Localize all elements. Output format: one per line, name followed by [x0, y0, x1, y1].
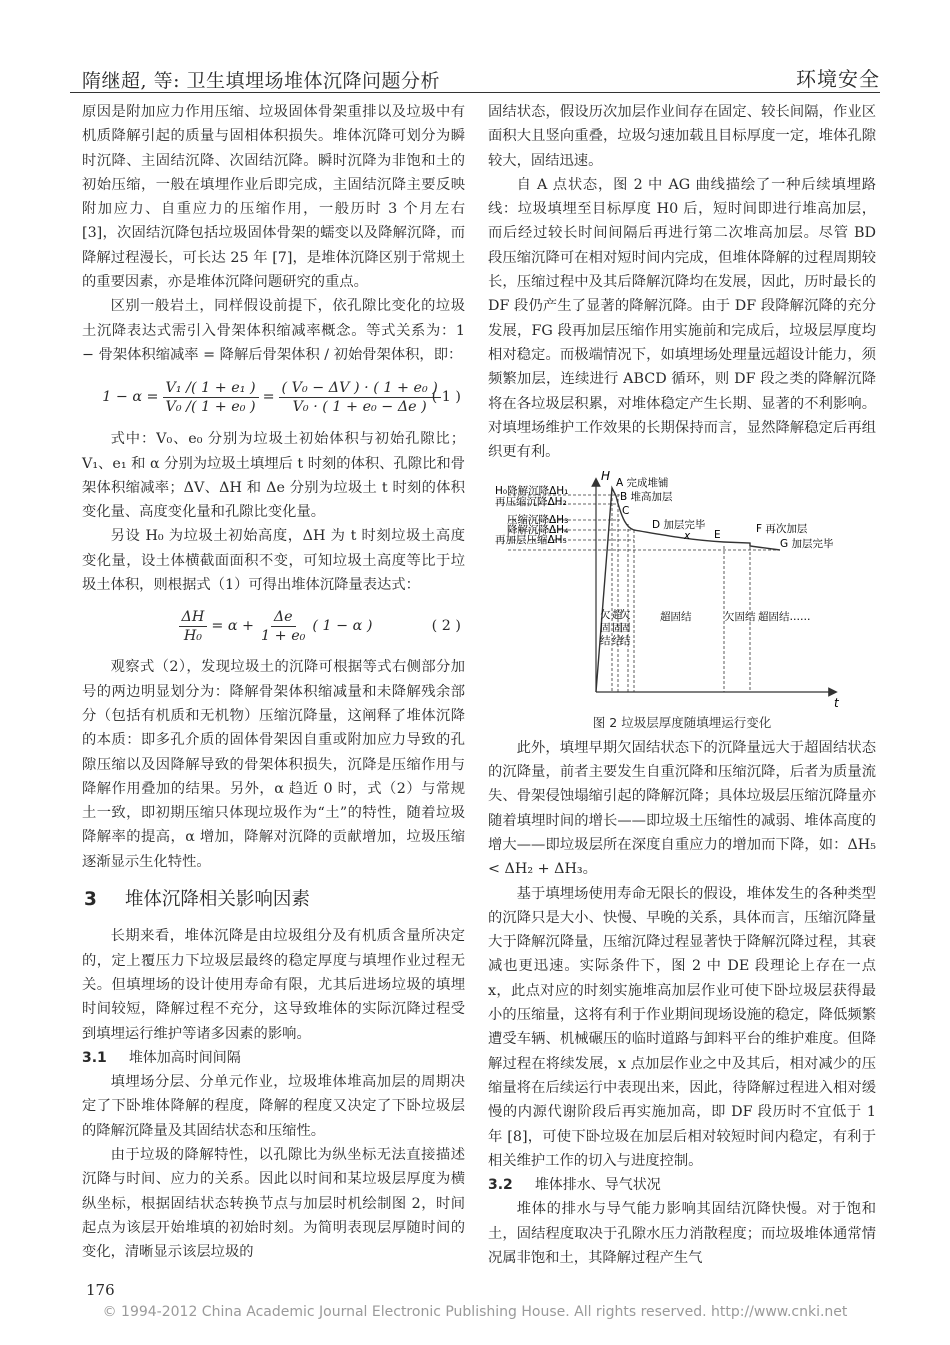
label-reload-dh5: 再加层压缩ΔH₅: [495, 534, 567, 547]
subsection-heading: [82, 1046, 465, 1070]
eq2-f2-den: 1 + e₀: [261, 627, 306, 644]
label-deg-dh4: 降解沉降ΔH₄: [507, 524, 569, 537]
zone-super-2: 超固结: [660, 611, 692, 624]
right-column: [488, 100, 876, 1270]
eq2-number: ( 2 ): [431, 618, 461, 635]
eq1-lhs: 1 − α =: [102, 389, 159, 406]
point-d: D 加层完毕: [652, 519, 706, 532]
eq1-fraction-1: [163, 379, 259, 416]
paragraph: 区别一般岩土，同样假设前提下，依孔隙比变化的垃圾土沉降表达式需引入骨架体积缩减率概念。等式关系为：1 − 骨架体积缩减率 = 降解后骨架体积 / 初始骨架体积，即：: [82, 298, 465, 363]
label-h0-deg: H₀降解沉降ΔH₁: [495, 485, 569, 498]
zone-under-1: 欠固结: [600, 609, 611, 648]
y-axis-label: H: [601, 469, 611, 484]
paragraph: 填埋场分层、分单元作业，垃圾堆体堆高加层的周期决定了下卧堆体降解的程度，降解的程度又决定了下卧垃圾层的降解沉降量及其固结状态和压缩性。: [82, 1074, 465, 1139]
eq2-fraction-1: [179, 608, 208, 645]
section-number: 3: [84, 889, 97, 911]
label-reload-dh2: 再压缩沉降ΔH₂: [495, 496, 567, 509]
paragraph: 式中：V₀、e₀ 分别为垃圾土初始体积与初始孔隙比；V₁、e₁ 和 α 分别为垃圾土填埋后 t 时刻的体积、孔隙比和骨架体积缩减率；ΔV、ΔH 和 Δe 分别为垃圾土 t 时刻的体积变化量、高度变化量和孔隙比变化量。: [82, 431, 465, 521]
eq1-fraction-2: [279, 379, 441, 416]
eq2-f2-num: Δe: [271, 608, 296, 627]
paragraph: 长期来看，堆体沉降是由垃圾组分及有机质含量所决定的，定上覆压力下垃圾层最终的稳定厚度与填埋作业过程无关。但填埋场的设计使用寿命有限，尤其后进场垃圾的填埋时间较短，降解过程不充分，这导致堆体的实际沉降过程受到填埋运行维护等诸多因素的影响。: [82, 928, 465, 1042]
running-header-title: 隋继超, 等: 卫生填埋场堆体沉降问题分析: [82, 70, 441, 92]
section-heading: [84, 888, 465, 912]
x-axis-label: t: [834, 696, 839, 710]
point-c: C: [622, 505, 630, 518]
settlement-diagram: [488, 464, 876, 709]
paragraph: 自 A 点状态，图 2 中 AG 曲线描绘了一种后续填埋路线：垃圾填埋至目标厚度 H0 后，短时间即进行堆高加层，而后经过较长时间间隔后再进行第二次堆高加层。尽管 BD 段压缩沉降可在相对短时间内完成，但堆体降解的过程周期较长，压缩过程中及其后降解沉降均在发展，因此，历时最长的 DF 段仍产生了显著的降解沉降。由于 DF 段降解沉降的充分发展，FG 段再加层压缩作用实施前和完成后，垃圾层厚度均相对稳定。而极端情况下，如填埋场处理量远超设计能力，须频繁加层，连续进行 ABCD 循环，则 DF 段之类的降解沉降将在各垃圾层积累，对堆体稳定产生长期、显著的不利影响。对填埋场维护工作效果的长期保持而言，显然降解稳定后再组织更有利。: [488, 176, 876, 461]
eq2-f1-num: ΔH: [179, 608, 208, 627]
point-g: G 加层完毕: [780, 538, 834, 551]
zone-under-3: 欠固结: [724, 611, 756, 624]
eq2-f1-den: H₀: [183, 627, 203, 644]
eq2-fraction-2: [258, 608, 308, 645]
paragraph: 另设 H₀ 为垃圾土初始高度，ΔH 为 t 时刻垃圾土高度变化量，设土体横截面面积不变，可知垃圾土高度等比于垃圾土体积，则根据式（1）可得出堆体沉降量表达式：: [82, 528, 465, 594]
paragraph: 基于填埋场使用寿命无限长的假设，堆体发生的各种类型的沉降只是大小、快慢、早晚的关系，具体而言，压缩沉降量大于降解沉降量，压缩沉降过程显著快于降解沉降过程，其衰减也更迅速。实际条件下，图 2 中 DE 段理论上存在一点 x，此点对应的时刻实施堆高加层作业可使下卧垃圾层获得最小的压缩量，这将有利于作业期间现场设施的稳定，降低频繁遭受车辆、机械碾压的临时道路与卸料平台的维护难度。但降解过程在将续发展，x 点加层作业之中及其后，相对减少的压缩量将在后续运行中表现出来，因此，待降解过程进入相对缓慢的内源代谢阶段后再实施加高，即 DF 段历时不宜低于 1 年 [8]，可使下卧垃圾在加层后相对较短时间内稳定，有利于相关维护工作的切入与进度控制。: [488, 885, 876, 1169]
figure-caption: 图 2 垃圾层厚度随填埋运行变化: [592, 715, 772, 731]
point-f: F 再次加层: [756, 523, 808, 536]
eq1-f1-den: V₀ /( 1 + e₀ ): [165, 398, 256, 415]
eq2-tail: ( 1 − α ): [312, 618, 373, 635]
point-e: E: [714, 529, 721, 542]
paragraph: 此外，填埋早期欠固结状态下的沉降量远大于超固结状态的沉降量，前者主要发生自重沉降和压缩沉降，后者为质量流失、骨架侵蚀塌缩引起的降解沉降；具体垃圾层压缩沉降量亦随着填埋时间的增长——即垃圾土压缩性的减弱、堆体高度的增大——即垃圾层所在深度自重应力的增加而下降，如：ΔH₅ < ΔH₂ + ΔH₃。: [488, 739, 876, 878]
point-b: B 堆高加层: [620, 491, 673, 504]
zone-under-2: 欠固结: [620, 609, 631, 648]
eq1-f2-den: V₀ · ( 1 + e₀ − Δe ): [292, 398, 427, 415]
paragraph: 由于垃圾的降解特性，以孔隙比为纵坐标无法直接描述沉降与时间、应力的关系。因此以时间和某垃圾层厚度为横纵坐标，根据固结状态转换节点与加层时机绘制图 2，时间起点为该层开始堆填的初始时刻。为简明表现层厚随时间的变化，清晰显示该层垃圾的: [82, 1146, 465, 1261]
paragraph: 原因是附加应力作用压缩、垃圾固体骨架重排以及垃圾中有机质降解引起的质量与固相体积损失。堆体沉降可划分为瞬时沉降、主固结沉降、次固结沉降。瞬时沉降为非饱和土的初始压缩，一般在填埋作业后即完成，主固结沉降主要反映附加应力、自重应力的压缩作用，一般历时 3 个月左右 [3]，次固结沉降包括垃圾固体骨架的蠕变以及降解沉降，而降解过程漫长，可长达 25 年 [7]，是堆体沉降区别于常规土的重要因素，亦是堆体沉降问题研究的重点。: [82, 104, 465, 291]
paragraph: 观察式（2），发现垃圾土的沉降可根据等式右侧部分加号的两边明显划分为：降解骨架体积缩减量和未降解残余部分（包括有机质和无机物）压缩沉降量，这阐释了堆体沉降的本质：即多孔介质的固体骨架因自重或附加应力导致的孔隙压缩以及因降解导致的骨架体积损失，沉降是压缩作用与降解作用叠加的结果。另外，α 趋近 0 时，式（2）与常规土一致，即初期压缩只体现垃圾作为“土”的特性，随着垃圾降解率的提高，α 增加，降解对沉降的贡献增加，垃圾压缩逐渐显示生化特性。: [82, 659, 465, 870]
subsection-number: 3.1: [82, 1049, 107, 1066]
eq1-equals: =: [262, 389, 275, 406]
equation-1: [82, 371, 465, 423]
subsection-number: 3.2: [488, 1177, 513, 1194]
zone-super-1: 超固结: [612, 609, 623, 648]
label-comp-dh3: 压缩沉降ΔH₃: [507, 514, 569, 527]
paragraph: 固结状态，假设历次加层作业间存在固定、较长间隔，作业区面积大且竖向重叠，垃圾匀速加载且目标厚度一定，堆体孔隙较大，固结迅速。: [488, 104, 876, 169]
subsection-heading: [488, 1173, 876, 1197]
subsection-title: 堆体加高时间间隔: [128, 1049, 241, 1066]
zone-super-3: 超固结……: [758, 611, 811, 624]
copyright-footer: © 1994-2012 China Academic Journal Electronic Publishing House. All rights reserved. http://www.cnki.net: [102, 1304, 848, 1320]
point-x: x: [684, 530, 691, 543]
eq1-f2-num: ( V₀ − ΔV ) · ( 1 + e₀ ): [279, 379, 441, 398]
eq1-f1-num: V₁ /( 1 + e₁ ): [163, 379, 259, 398]
eq2-mid: = α +: [211, 618, 255, 635]
figure-2: [488, 464, 876, 709]
paragraph: 堆体的排水与导气能力影响其固结沉降快慢。对于饱和土，固结程度取决于孔隙水压力消散程度；而垃圾堆体通常情况属非饱和土，其降解过程产生气: [488, 1201, 876, 1266]
header-rule: [70, 92, 880, 93]
left-column: [82, 100, 465, 1264]
point-a: A 完成堆铺: [616, 477, 669, 490]
running-header-section: 环境安全: [796, 67, 880, 91]
page-number: 176: [86, 1281, 115, 1299]
equation-2: [82, 601, 465, 651]
eq1-number: ( 1 ): [431, 389, 461, 406]
subsection-title: 堆体排水、导气状况: [534, 1177, 661, 1194]
section-title: 堆体沉降相关影响因素: [124, 889, 310, 911]
